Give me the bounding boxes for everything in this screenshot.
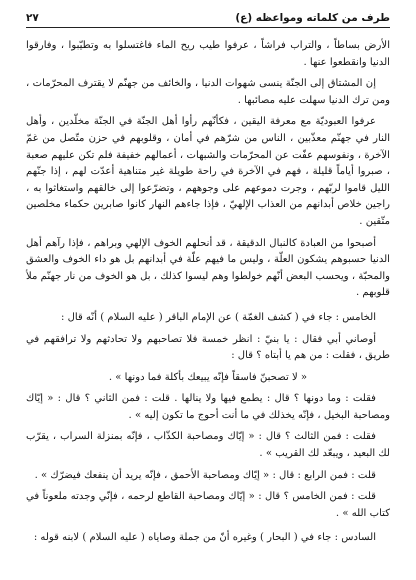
paragraph-3: عرفوا العبوديّة مع معرفة اليقين ، فكأنّهم رأوا أهل الجنّة في الجنّة مخلّدين ، وأهل النار في جهنّم معذّبين ، الناس من شرّهم في أمان ، وقلوبهم في حزن متّصل من غمّ الآخرة ، ونفوسهم عفّت عن المحرّمات والشبهات ، أعمالهم خفيفة فلم تكن عليهم صعبة ، صبروا أياماً قليلة ، فهم في الآخرة في راحة طويلة غير متناهية أعدّت لهم ، إذا جنّهم الليل قاموا لربّهم ، وجرت دموعهم على وجوههم ، وتضرّعوا إلى خالقهم واستغاثوا به ، راجين خلاص أبدانهم من العذاب الإلهيّ ، فإذا جاءهم النهار كانوا صابرين حكماء مخلصين متّقين .: [26, 116, 390, 227]
page-number: ٢٧: [26, 12, 39, 24]
running-header: [26, 4, 390, 24]
paragraph-11: السادس : جاء في ( البحار ) وغيره أنّ من جملة وصاياه ( عليه السلام ) لابنه قوله :: [33, 532, 376, 544]
paragraph-8: فقلت : فمن الثالث ؟ قال : « إيّاك ومصاحبة الكذّاب ، فإنّه بمنزلة السراب ، يقرّب لك البعيد ، ويبعّد لك القريب » .: [26, 431, 390, 460]
paragraph-5: الخامس : جاء في ( كشف الغمّة ) عن الإمام الباقر ( عليه السلام ) أنّه قال :: [60, 311, 376, 323]
paragraph-7: فقلت : وما دونها ؟ قال : يطمع فيها ولا ينالها . قلت : فمن الثاني ؟ قال : « إيّاك ومصاحبة البخيل ، فإنّه يخذلك في ما أنت أحوج ما تكون إليه » .: [26, 393, 390, 421]
paragraph-9: قلت : فمن الرابع : قال : « إيّاك ومصاحبة الأحمق ، فإنّه يريد أن ينفعك فيضرّك » .: [34, 469, 376, 481]
running-title: طرف من كلماته ومواعظه (ع): [235, 12, 390, 24]
paragraph-2: إن المشتاق إلى الجنّة ينسى شهوات الدنيا ، والخائف من جهنّم لا يقترف المحرّمات ، ومن ترك الدنيا سهلت عليه مصائبها .: [26, 78, 390, 106]
paragraph-1: الأرض بساطاً ، والتراب فراشاً ، عرفوا طيب ريح الماء فاغتسلوا به وتطيّبوا ، وفارقوا الدنيا وانقطعوا عنها .: [26, 40, 390, 68]
quote-1: « لا تصحبنّ فاسقاً فإنّه يبيعك بأكلة فما دونها » .: [108, 371, 308, 383]
paragraph-4: أصبحوا من العبادة كالنبال الدقيقة ، قد أنحلهم الخوف الإلهي وبراهم ، فإذا رآهم أهل الدنيا حسبوهم يشكون العلّة ، وليس ما فيهم علّة في أبدانهم بل هو داء الخوف والعشق والمحبّة ، ويحسب البعض أنّهم خولطوا وهم ليسوا كذلك ، بل هو الخوف من نار جهنّم ملأ قلوبهم .: [26, 237, 390, 299]
header-rule: [26, 27, 390, 28]
page-body: [26, 38, 390, 552]
paragraph-6: أوصاني أبي فقال : يا بنيّ : انظر خمسة فلا تصاحبهم ولا تحادثهم ولا ترافقهم في طريق ، فقلت : من هم يا أبتاه ؟ قال :: [26, 333, 390, 362]
paragraph-10: قلت : فمن الخامس ؟ قال : « إيّاك ومصاحبة القاطع لرحمه ، فإنّي وجدته ملعوناً في كتاب الله » .: [26, 491, 390, 519]
